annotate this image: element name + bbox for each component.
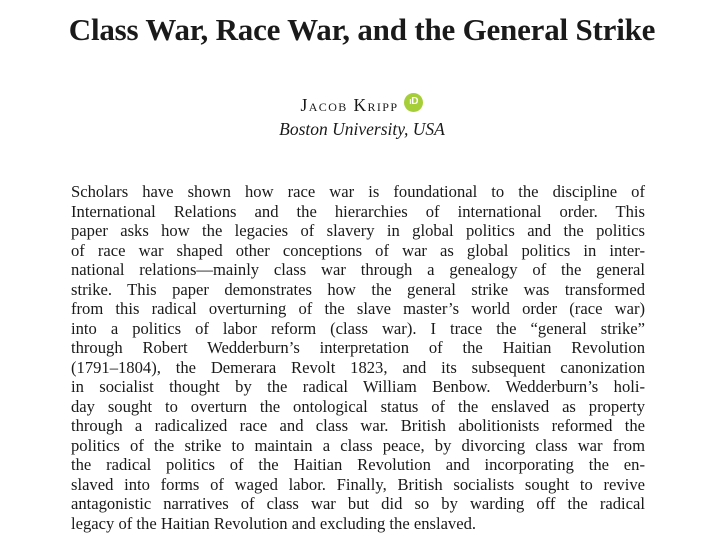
abstract-line: Scholars have shown how race war is foundational to the discipline of: [71, 182, 645, 201]
abstract-line: politics of the strike to maintain a class peace, by divorcing class war from: [71, 435, 645, 455]
abstract-line: of race war shaped other conceptions of war as global politics in inter-: [71, 240, 645, 260]
abstract-line: strike. This paper demonstrates how the general strike was transformed: [71, 279, 645, 299]
author-name: Jacob Kripp: [300, 95, 399, 115]
abstract-line: in socialist thought by the radical William Benbow. Wedderburn’s holi-: [71, 377, 645, 396]
abstract-line: into a politics of labor reform (class war). I trace the “general strike”: [71, 318, 645, 338]
paper-title: Class War, Race War, and the General Strike: [68, 12, 656, 47]
abstract-line: day sought to overturn the ontological status of the enslaved as property: [71, 396, 645, 416]
author-block: [0, 93, 724, 141]
abstract-line: through a radicalized race and class war. British abolitionists reformed the: [71, 416, 645, 435]
abstract-line: antagonistic narratives of class war but did so by warding off the radical: [71, 494, 645, 513]
abstract: [71, 182, 645, 533]
abstract-line: legacy of the Haitian Revolution and excluding the enslaved.: [71, 513, 477, 533]
abstract-line: national relations—mainly class war through a genealogy of the general: [71, 260, 645, 279]
orcid-icon[interactable]: iD: [404, 93, 423, 112]
abstract-line: slaved into forms of waged labor. Finally, British socialists sought to revive: [71, 474, 645, 494]
author-line: [301, 93, 424, 117]
abstract-line: (1791–1804), the Demerara Revolt 1823, and its subsequent canonization: [71, 357, 645, 377]
abstract-line: the radical politics of the Haitian Revolution and incorporating the en-: [71, 455, 645, 474]
author-affiliation: Boston University, USA: [279, 119, 445, 139]
abstract-line: through Robert Wedderburn’s interpretation of the Haitian Revolution: [71, 338, 645, 357]
abstract-line: paper asks how the legacies of slavery in global politics and the politics: [71, 221, 645, 240]
abstract-line: International Relations and the hierarchies of international order. This: [71, 201, 645, 221]
abstract-line: from this radical overturning of the slave master’s world order (race war): [71, 299, 645, 318]
